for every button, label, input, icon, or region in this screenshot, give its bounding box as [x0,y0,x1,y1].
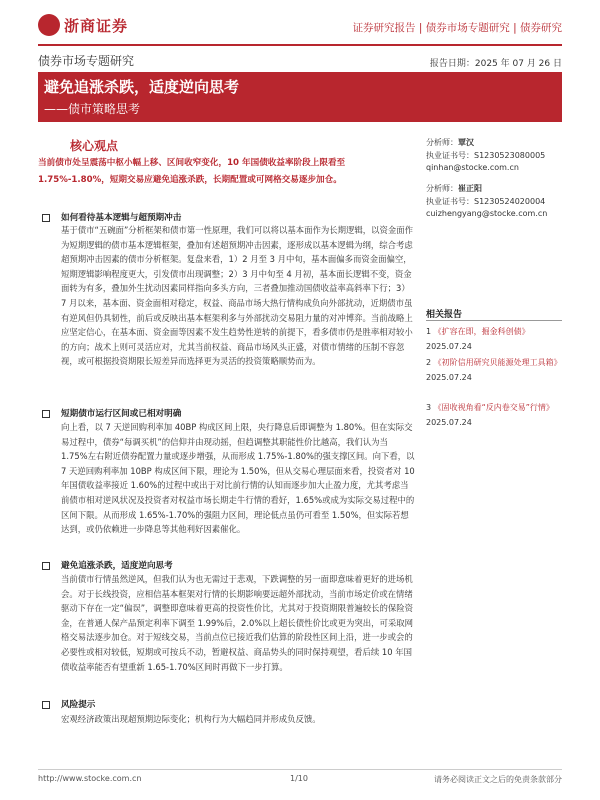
core-view-heading: 核心观点 [70,139,119,153]
analyst-name: 覃汉 [458,138,474,147]
page-subtitle: ——债市策略思考 [44,102,141,116]
related-report-date: 2025.07.24 [426,342,472,351]
related-report-date: 2025.07.24 [426,373,472,382]
section-body: 宏观经济政策出现超预期边际变化；机构行为大幅趋同并形成负反馈。 [61,714,321,724]
analyst-1 [426,137,474,148]
core-view-summary: 当前债市处呈震荡中枢小幅上移、区间收窄变化，10 年国债收益率阶段上限看至 1.75%-1.80%，短期交易应避免追涨杀跌，长期配置或可网格交易逐步加仓。 [38,158,346,185]
analyst-cert: 执业证书号：S1230523080005 [426,151,546,160]
related-reports-heading: 相关报告 [426,310,463,320]
report-date: 报告日期：2025 年 07 月 26 日 [429,59,562,69]
section-bullet-icon [42,214,50,222]
section-body: 向上看，以 7 天逆回购利率加 40BP 构成区间上限，央行降息后即调整为 1.80%。但在实际交易过程中，债券“每调买机”的信仰并由现动摇，但趋调整其职能性价比越高，我们认为当 1.75%左右附近债券配置力量或逐步增强，从而形成 1.75%-1.80%的强支撑区间。向下看，以 7 天逆回购利率加 10BP 构成区间下限，理论为 1.50%，但从交易心理层面来看，投资者对 10 年国债收益率接近 1.60%的过程中或出于对比前行情的认知而逐步加大止盈力度，尤其考虑当前债市相对逆风状况及投资者对权益市场长期走牛行情的看好，1.65%或成为实际交易过程中的区间下限。从而形成 1.65%-1.70%的强阻力区间，理论低点虽仍可看至 1.50%，但实际若想达到，或仍依赖进一步降息等其他利好因素催化。 [61,422,415,535]
footer-disclaimer: 请务必阅读正文之后的免责条款部分 [434,775,562,784]
related-report-item[interactable] [426,400,564,430]
analyst-name: 崔正阳 [458,184,482,193]
section-bullet-icon [42,701,50,709]
section-body: 基于债市“五碗面”分析框架和债市第一性原理，我们可以将以基本面作为长期逻辑，以资金面作为短期逻辑的债市基本逻辑框架，叠加有述超预期冲击因素，逐形成以基本逻辑为纲，综合考虑超预期冲击因素的债市分析框架。复盘来看，1）2 月至 3 月中旬，基本面偏多而资金面偏空，短期逻辑影响程度更大，引发债市出现调整；2）3 月中旬至 4 月初，基本面长逻辑不变，资金面转为有多，叠加外生扰动因素同样指向多头方向，三者叠加推动国债收益率高斜率下行；3）7 月以来，基本面、资金面相对稳定，权益、商品市场大热行情构成负向外部扰动，近期债市虽有逆风但仍具韧性，前后或反映出基本框架利多与外部扰动交易阻力量的对冲博弈。当前战略上应坚定信心，在基本面、资金面等因素不发生趋势性逆转的前提下，看多债市仍是胜率相对较小的方向；战术上则可灵活应对，尤其当前权益、商品市场风头正盛，对债市情绪的压制不容忽视，或可根据投资期限长短差异而选择更为灵活的投资策略顺势而为。 [61,225,414,367]
page-number: 1/10 [290,774,308,783]
section-bullet-icon [42,410,50,418]
analyst-email[interactable]: cuizhengyang@stocke.com.cn [426,209,548,218]
related-report-number: 3 [426,403,432,412]
page-title: 避免追涨杀跌，适度逆向思考 [44,78,240,96]
section-bullet-icon [42,562,50,570]
related-report-item[interactable] [426,324,564,354]
logo-text: 浙商证券 [64,17,129,35]
related-report-title[interactable]: 《固收视角看“反内卷交易”行情》 [433,403,554,412]
header-divider [38,44,562,46]
footer-url[interactable]: http://www.stocke.com.cn [38,774,142,783]
series-name: 债券市场专题研究 [38,54,135,68]
related-divider [426,320,562,321]
related-report-number: 2 [426,358,432,367]
analyst-2 [426,183,482,194]
related-report-item[interactable] [426,355,564,385]
report-category-nav: 证券研究报告 | 债券市场专题研究 | 债券研究 [352,22,562,34]
related-report-title[interactable]: 《初阶信用研究贝能源处理工具箱》 [433,358,562,367]
related-report-date: 2025.07.24 [426,418,472,427]
section-heading: 避免追涨杀跌，适度逆向思考 [61,561,173,571]
analyst-label: 分析师： [426,184,458,193]
section-heading: 如何看待基本逻辑与超预期冲击 [61,213,182,223]
related-report-title[interactable]: 《扩容在即，掘金科创债》 [433,327,530,336]
analyst-cert: 执业证书号：S1230524020004 [426,197,546,206]
analyst-label: 分析师： [426,138,458,147]
analyst-email[interactable]: qinhan@stocke.com.cn [426,163,519,172]
section-heading: 风险提示 [61,700,96,710]
section-heading: 短期债市运行区间或已相对明确 [61,409,182,419]
section-body: 当前债市行情虽然逆风，但我们认为也无需过于悲观，下跌调整的另一面即意味着更好的进场机会。对于长线投资，应相信基本框架对行情的长期影响要远超外部扰动，当前市场定价或在情绪驱动下存在一定“偏误”，调整即意味着更高的投资性价比，尤其对于投资期限普遍较长的保险资金，在普通人保产品预定利率下调至 1.99%后，2.0%以上超长债性价比或更为突出，可采取网格交易法逐步加仓。对于短线交易，当前点位已接近我们估算的阶段性区间上沿，进一步或会的必要性或相对较低，短期或可按兵不动，暂避权益、商品势头的同时保持观望，看后续 10 年国债收益率能否有望重新 1.65-1.70%区间时再做下一步打算。 [61,574,414,672]
logo-icon [38,14,60,36]
related-report-number: 1 [426,327,432,336]
footer-divider [38,769,562,770]
